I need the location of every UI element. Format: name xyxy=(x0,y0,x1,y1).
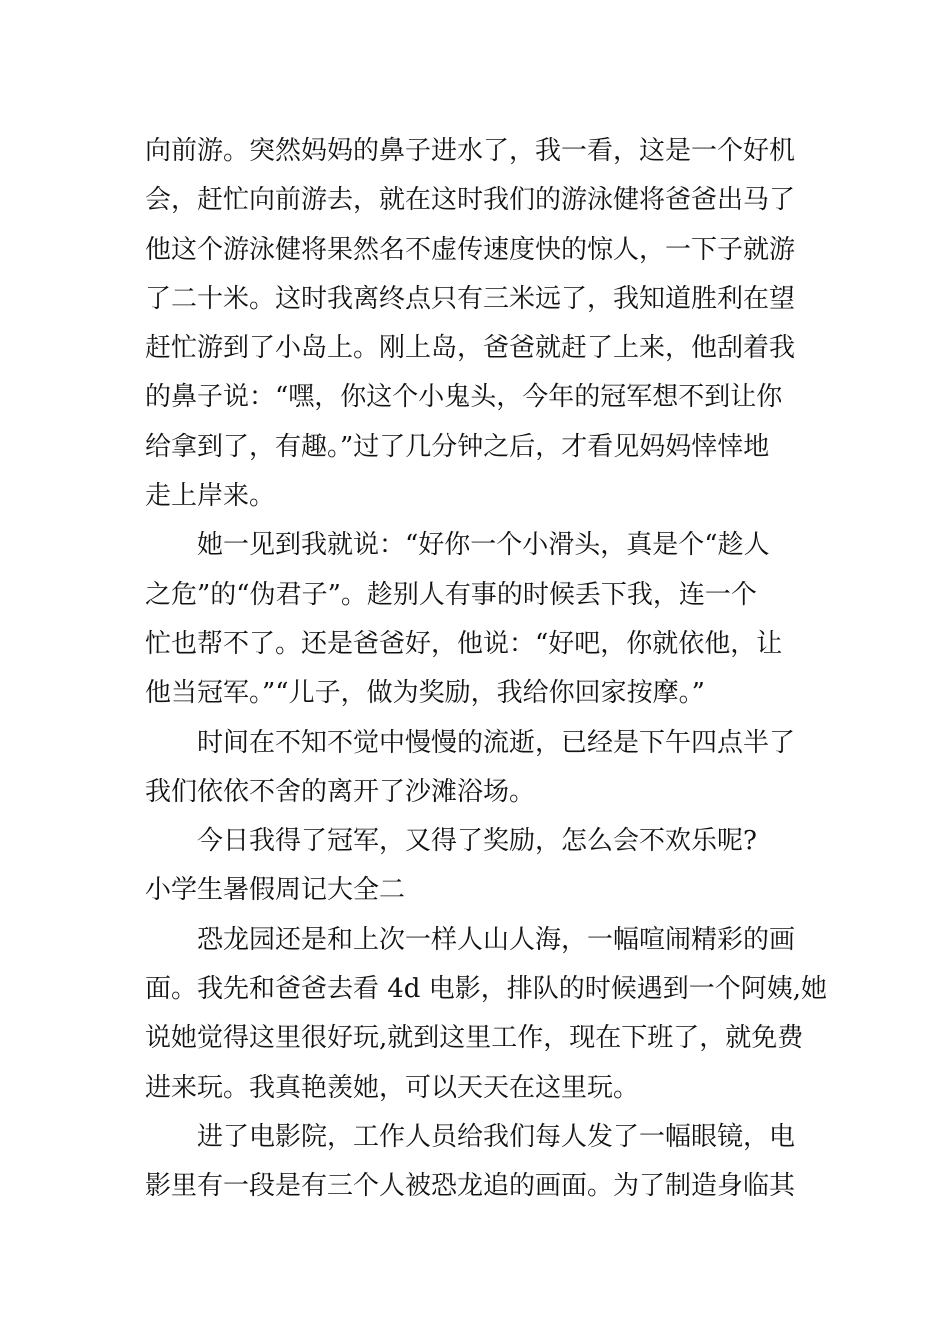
paragraph-start-line: 今日我得了冠军，又得了奖励，怎么会不欢乐呢? xyxy=(197,826,757,857)
document-body xyxy=(145,127,827,1212)
text-line: 忙也帮不了。还是爸爸好，他说：“好吧，你就依他，让 xyxy=(145,628,783,659)
text-line: 他这个游泳健将果然名不虚传速度快的惊人，一下子就游 xyxy=(145,234,796,265)
text-line: 说她觉得这里很好玩,就到这里工作，现在下班了，就免费 xyxy=(145,1023,804,1054)
text-line: 进来玩。我真艳羡她，可以天天在这里玩。 xyxy=(145,1072,640,1103)
text-line: 了二十米。这时我离终点只有三米远了，我知道胜利在望 xyxy=(145,283,796,314)
text-line: 之危”的“伪君子”。趁别人有事的时候丢下我，连一个 xyxy=(145,579,757,610)
text-line: 面。我先和爸爸去看 4d 电影，排队的时候遇到一个阿姨,她 xyxy=(145,974,827,1005)
text-line: 向前游。突然妈妈的鼻子进水了，我一看，这是一个好机 xyxy=(145,136,796,166)
paragraph-start-line: 进了电影院，工作人员给我们每人发了一幅眼镜，电 xyxy=(197,1121,796,1152)
text-line: 赶忙游到了小岛上。刚上岛，爸爸就赶了上来，他刮着我 xyxy=(145,333,796,364)
text-line: 的鼻子说：“嘿，你这个小鬼头，今年的冠军想不到让你 xyxy=(145,382,783,413)
paragraph-start-line: 恐龙园还是和上次一样人山人海，一幅喧闹精彩的画 xyxy=(197,924,796,955)
paragraph-start-line: 她一见到我就说：“好你一个小滑头，真是个“趁人 xyxy=(197,530,770,561)
paragraph-start-line: 时间在不知不觉中慢慢的流逝，已经是下午四点半了 xyxy=(197,727,796,758)
text-line: 他当冠军。”“儿子，做为奖励，我给你回家按摩。” xyxy=(145,678,705,709)
section-heading: 小学生暑假周记大全二 xyxy=(145,875,406,906)
text-line: 影里有一段是有三个人被恐龙追的画面。为了制造身临其 xyxy=(145,1171,796,1202)
text-line: 会，赶忙向前游去，就在这时我们的游泳健将爸爸出马了 xyxy=(145,185,796,216)
text-line: 走上岸来。 xyxy=(145,481,276,512)
text-line: 我们依依不舍的离开了沙滩浴场。 xyxy=(145,776,536,807)
text-line: 给拿到了，有趣。”过了几分钟之后，才看见妈妈悻悻地 xyxy=(145,431,770,462)
